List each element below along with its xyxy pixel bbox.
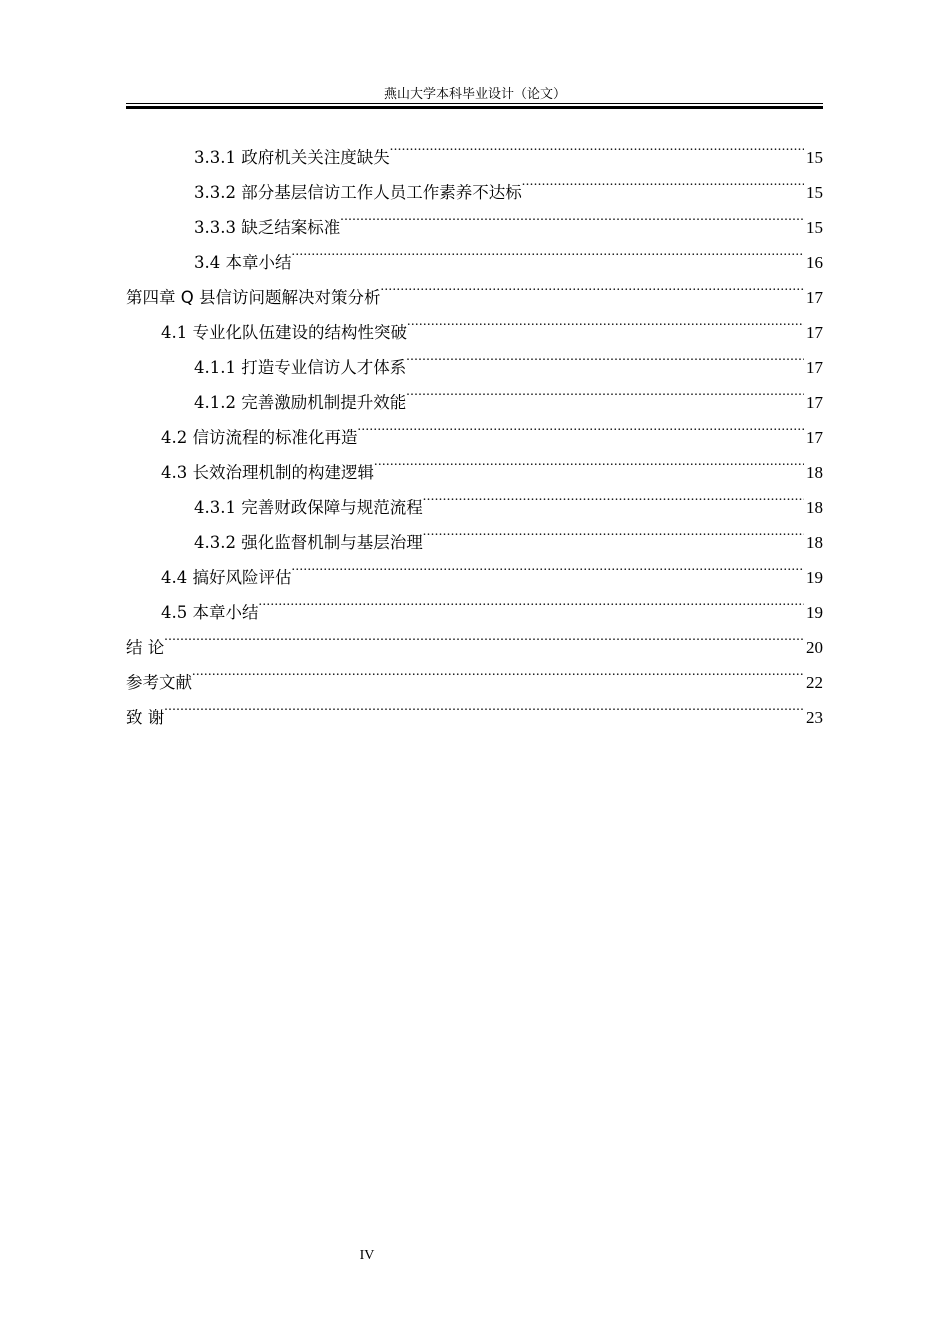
toc-dot-leader	[292, 233, 805, 268]
toc-entry-page: 15	[806, 183, 823, 202]
toc-dot-leader	[164, 688, 804, 723]
running-header: 燕山大学本科毕业设计（论文）	[383, 87, 566, 102]
toc-entry[interactable]	[126, 128, 823, 167]
toc-entry-title: 3.3.1 政府机关关注度缺失	[194, 148, 390, 167]
toc-dot-leader	[423, 513, 804, 548]
toc-entry-title: 3.3.3 缺乏结案标准	[194, 218, 341, 237]
toc-entry-title: 4.4 搞好风险评估	[161, 568, 292, 587]
toc-entry-title: 4.3.2 强化监督机制与基层治理	[194, 533, 423, 552]
toc-entry-page: 17	[806, 428, 823, 447]
toc-entry-title: 参考文献	[126, 673, 192, 692]
toc-entry-title: 3.3.2 部分基层信访工作人员工作素养不达标	[194, 183, 522, 202]
toc-dot-leader	[522, 163, 804, 198]
toc-dot-leader	[374, 443, 804, 478]
toc-dot-leader	[406, 373, 804, 408]
toc-entry-title: 第四章 Q 县信访问题解决对策分析	[126, 288, 381, 307]
toc-dot-leader	[407, 303, 804, 338]
toc-entry[interactable]	[126, 618, 823, 657]
toc-entry-title: 4.2 信访流程的标准化再造	[161, 428, 358, 447]
toc-entry-title: 4.1.2 完善激励机制提升效能	[194, 393, 407, 412]
toc-dot-leader	[390, 128, 804, 163]
toc-entry-page: 18	[806, 463, 823, 482]
toc-entry-page: 17	[806, 393, 823, 412]
toc-entry-page: 22	[806, 673, 823, 692]
toc-dot-leader	[380, 268, 804, 303]
toc-entry-title: 4.5 本章小结	[161, 603, 259, 622]
toc-dot-leader	[406, 338, 804, 373]
toc-entry-page: 15	[806, 148, 823, 167]
toc-entry-page: 23	[806, 708, 823, 727]
toc-entry-page: 17	[806, 358, 823, 377]
toc-entry-title: 3.4 本章小结	[194, 253, 292, 272]
toc-dot-leader	[192, 653, 804, 688]
toc-dot-leader	[292, 548, 805, 583]
toc-dot-leader	[423, 478, 804, 513]
header-rule-thick	[126, 106, 823, 109]
toc-entry[interactable]	[126, 653, 823, 692]
toc-entry-page: 19	[806, 568, 823, 587]
header-rule-thin	[126, 103, 823, 104]
toc-entry-title: 结 论	[126, 638, 165, 657]
toc-entry-page: 17	[806, 288, 823, 307]
toc-entry-page: 18	[806, 498, 823, 517]
toc-entry-page: 20	[806, 638, 823, 657]
toc-entry-title: 4.3.1 完善财政保障与规范流程	[194, 498, 423, 517]
table-of-contents	[126, 128, 823, 727]
toc-entry-page: 19	[806, 603, 823, 622]
page-number: IV	[359, 1248, 375, 1263]
toc-entry-title: 4.1.1 打造专业信访人才体系	[194, 358, 407, 377]
toc-entry[interactable]	[126, 688, 823, 727]
header-double-rule	[126, 103, 823, 109]
toc-dot-leader	[358, 408, 805, 443]
toc-dot-leader	[340, 198, 804, 233]
toc-dot-leader	[259, 583, 805, 618]
toc-entry-title: 致 谢	[126, 708, 165, 727]
toc-entry-title: 4.3 长效治理机制的构建逻辑	[161, 463, 374, 482]
toc-dot-leader	[164, 618, 804, 653]
toc-entry-title: 4.1 专业化队伍建设的结构性突破	[161, 323, 407, 342]
toc-entry-page: 17	[806, 323, 823, 342]
toc-entry-page: 15	[806, 218, 823, 237]
toc-entry-page: 18	[806, 533, 823, 552]
toc-entry-page: 16	[806, 253, 823, 272]
